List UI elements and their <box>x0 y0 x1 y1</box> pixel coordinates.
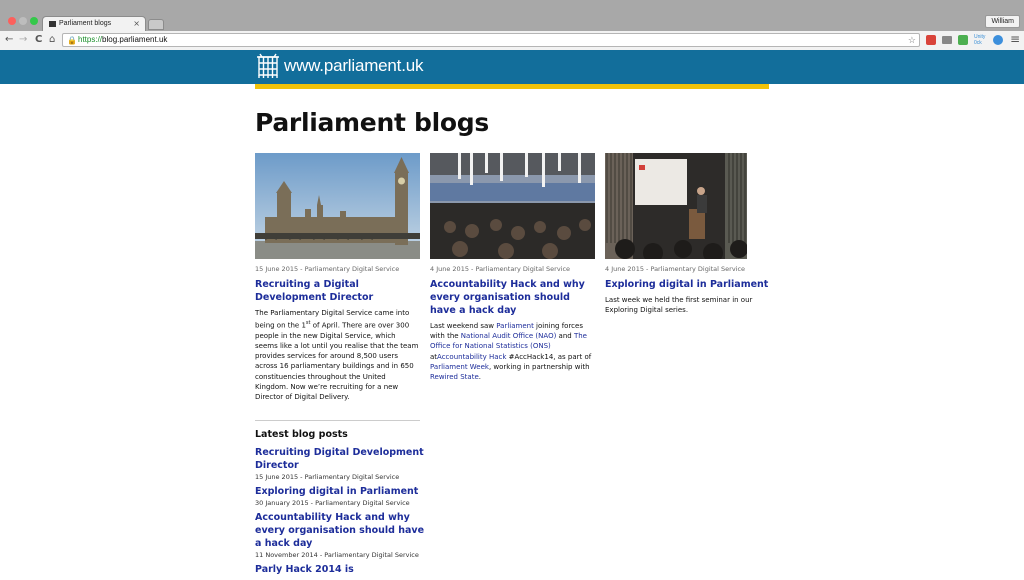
portcullis-logo-icon[interactable] <box>256 53 280 81</box>
summary-sup: st <box>305 320 311 327</box>
latest-post-meta: 11 November 2014 - Parliamentary Digital Service <box>255 551 419 559</box>
parliament-link[interactable]: Parliament <box>496 322 534 330</box>
close-window-button[interactable] <box>8 17 16 25</box>
new-tab-button[interactable] <box>148 19 164 30</box>
latest-post-link[interactable]: Exploring digital in Parliament <box>255 486 419 497</box>
extension-green-icon[interactable] <box>958 35 968 45</box>
accountability-hack-link[interactable]: Accountability Hack <box>437 352 507 361</box>
latest-post-meta: 15 June 2015 - Parliamentary Digital Service <box>255 473 400 481</box>
latest-post-link[interactable]: Parly Hack 2014 is <box>255 564 354 575</box>
latest-posts-heading: Latest blog posts <box>255 429 348 440</box>
list-item <box>255 563 425 576</box>
blog-card <box>430 153 595 382</box>
list-item <box>255 485 425 507</box>
summary-text: and <box>556 332 574 341</box>
westminster-photo[interactable] <box>255 153 420 259</box>
summary-text: , working in partnership with <box>488 362 590 371</box>
bookmark-star-icon[interactable]: ☆ <box>907 35 916 45</box>
tab-parliament-blogs[interactable] <box>42 16 146 31</box>
extension-blue-icon[interactable] <box>993 35 1003 45</box>
reload-button[interactable]: C <box>35 34 43 45</box>
url-scheme: https:// <box>78 35 103 44</box>
post-title-link[interactable]: Recruiting a Digital Development Director <box>255 279 374 303</box>
post-meta: 15 June 2015 - Parliamentary Digital Service <box>255 265 400 273</box>
home-button[interactable]: ⌂ <box>49 34 56 45</box>
browser-chrome <box>0 0 1024 50</box>
summary-text: #AccHack14, as part of <box>506 352 592 361</box>
profile-button[interactable]: William <box>985 15 1020 28</box>
url-text <box>78 34 167 46</box>
blog-card <box>255 153 420 402</box>
list-item <box>255 446 425 481</box>
tab-title: Parliament blogs <box>59 20 112 27</box>
summary-text: Last weekend saw <box>430 322 497 330</box>
gold-rule <box>255 84 769 89</box>
lock-icon: 🔒 <box>67 36 77 45</box>
post-meta: 4 June 2015 - Parliamentary Digital Service <box>605 265 746 273</box>
extension-unity-icon[interactable]: Unity 0ck <box>974 34 986 46</box>
page-title: Parliament blogs <box>255 108 489 137</box>
tab-strip <box>0 0 1024 31</box>
post-title-link[interactable]: Accountability Hack and why every organisation should have a hack day <box>430 279 585 316</box>
rewired-state-link[interactable]: Rewired State <box>430 373 479 382</box>
post-title-link[interactable]: Exploring digital in Parliament <box>605 279 769 290</box>
maximize-window-button[interactable] <box>30 17 38 25</box>
site-header <box>0 50 1024 84</box>
browser-toolbar <box>0 31 1024 50</box>
list-item <box>255 511 425 559</box>
extension-red-icon[interactable] <box>926 35 936 45</box>
minimize-window-button[interactable] <box>19 17 27 25</box>
url-host: blog.parliament.uk <box>102 35 168 44</box>
address-bar[interactable] <box>62 33 920 47</box>
latest-post-link[interactable]: Recruiting Digital Development Director <box>255 447 424 471</box>
menu-icon[interactable]: ≡ <box>1010 32 1021 46</box>
back-button[interactable]: ← <box>5 34 14 45</box>
nao-link[interactable]: National Audit Office (NAO) <box>460 332 557 341</box>
post-summary <box>430 321 595 382</box>
tab-close-icon[interactable]: × <box>133 19 140 28</box>
post-summary <box>255 308 420 402</box>
parliament-favicon-icon <box>49 21 56 27</box>
latest-post-meta: 30 January 2015 - Parliamentary Digital Service <box>255 499 410 507</box>
summary-text: joining forces with the <box>430 322 583 341</box>
post-meta: 4 June 2015 - Parliamentary Digital Service <box>430 265 571 273</box>
forward-button[interactable]: → <box>19 34 28 45</box>
site-logo-text[interactable]: www.parliament.uk <box>284 56 424 75</box>
summary-text: . <box>478 373 481 382</box>
cast-icon[interactable] <box>942 36 952 44</box>
blog-card <box>605 153 770 315</box>
seminar-photo[interactable] <box>605 153 747 259</box>
summary-text: The Parliamentary Digital Service came into being on the 1 <box>255 309 410 330</box>
latest-post-link[interactable]: Accountability Hack and why every organisation should have a hack day <box>255 512 425 549</box>
ons-link[interactable]: The Office for National Statistics (ONS) <box>430 332 587 351</box>
hack-day-photo[interactable] <box>430 153 595 259</box>
latest-posts-list <box>255 446 425 580</box>
parliament-week-link[interactable]: Parliament Week <box>430 362 489 371</box>
section-divider <box>255 420 420 421</box>
summary-text: at <box>430 352 438 361</box>
summary-text: of April. There are over 300 people in the new Digital Service, which seems like a lot until you realise that the team provides services for around 8,500 users across 16 parliamentary buildings and in 650 constituencies throughout the United Kingdom. Now we’re recruiting for a new Director of Digital Delivery. <box>255 321 419 401</box>
post-summary: Last week we held the first seminar in our Exploring Digital series. <box>605 296 753 315</box>
